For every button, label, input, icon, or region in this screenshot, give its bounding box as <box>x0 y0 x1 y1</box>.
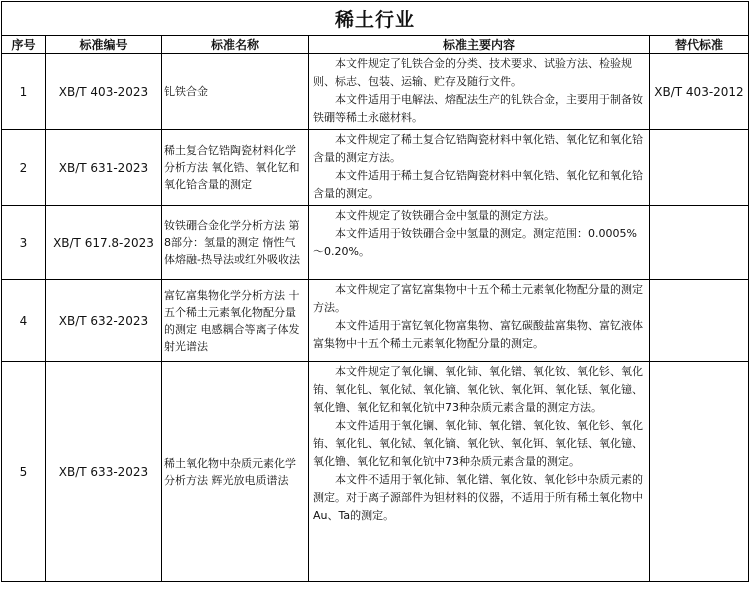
content-paragraph: 本文件适用于电解法、熔配法生产的钆铁合金，主要用于制备钕铁硼等稀土永磁材料。 <box>313 93 643 124</box>
content-paragraph: 本文件规定了钕铁硼合金中氢量的测定方法。 <box>335 209 555 222</box>
row-content <box>309 280 650 362</box>
row-num: 1 <box>2 54 46 130</box>
row-content <box>309 362 650 582</box>
row-num: 3 <box>2 206 46 280</box>
row-replace <box>650 362 749 582</box>
content-paragraph: 本文件规定了钆铁合金的分类、技术要求、试验方法、检验规则、标志、包装、运输、贮存及随行文件。 <box>313 57 632 88</box>
content-paragraph: 本文件适用于氧化镧、氧化铈、氧化镨、氧化钕、氧化钐、氧化铕、氧化钆、氧化铽、氧化镝、氧化钬、氧化铒、氧化铥、氧化镱、氧化镥、氧化钇和氧化钪中73种杂质元素含量的测定。 <box>313 419 643 468</box>
header-num: 序号 <box>2 36 46 54</box>
row-num: 4 <box>2 280 46 362</box>
header-code: 标准编号 <box>46 36 162 54</box>
row-code: XB/T 632-2023 <box>46 280 162 362</box>
row-num: 2 <box>2 130 46 206</box>
content-paragraph: 本文件规定了富钇富集物中十五个稀土元素氧化物配分量的测定方法。 <box>313 283 643 314</box>
header-replace: 替代标准 <box>650 36 749 54</box>
table-row <box>2 130 749 206</box>
row-replace <box>650 206 749 280</box>
row-name: 富钇富集物化学分析方法 十五个稀土元素氧化物配分量的测定 电感耦合等离子体发射光谱法 <box>162 280 309 362</box>
content-paragraph: 本文件适用于富钇氧化物富集物、富钇碳酸盐富集物、富钇液体富集物中十五个稀土元素氧化物配分量的测定。 <box>313 319 643 350</box>
header-name: 标准名称 <box>162 36 309 54</box>
content-paragraph: 本文件适用于钕铁硼合金中氢量的测定。测定范围：0.0005%～0.20%。 <box>313 227 637 258</box>
header-content: 标准主要内容 <box>309 36 650 54</box>
table-row <box>2 362 749 582</box>
content-paragraph: 本文件适用于稀土复合钇锆陶瓷材料中氧化锆、氧化钇和氧化铪含量的测定。 <box>313 169 643 200</box>
row-replace <box>650 130 749 206</box>
row-code: XB/T 403-2023 <box>46 54 162 130</box>
content-paragraph: 本文件不适用于氧化铈、氧化镨、氧化钕、氧化钐中杂质元素的测定。对于离子源部件为钽材料的仪器，不适用于所有稀土氧化物中Au、Ta的测定。 <box>313 473 643 522</box>
row-name: 钕铁硼合金化学分析方法 第8部分：氢量的测定 惰性气体熔融-热导法或红外吸收法 <box>162 206 309 280</box>
row-name: 钆铁合金 <box>162 54 309 130</box>
table-row <box>2 54 749 130</box>
row-num: 5 <box>2 362 46 582</box>
row-code: XB/T 633-2023 <box>46 362 162 582</box>
table-title: 稀土行业 <box>2 2 749 36</box>
content-paragraph: 本文件规定了稀土复合钇锆陶瓷材料中氧化锆、氧化钇和氧化铪含量的测定方法。 <box>313 133 643 164</box>
standards-sheet <box>1 1 748 601</box>
standards-table <box>1 1 749 582</box>
row-code: XB/T 631-2023 <box>46 130 162 206</box>
row-content <box>309 206 650 280</box>
row-replace <box>650 280 749 362</box>
title-row <box>2 2 749 36</box>
row-content <box>309 54 650 130</box>
content-paragraph: 本文件规定了氧化镧、氧化铈、氧化镨、氧化钕、氧化钐、氧化铕、氧化钆、氧化铽、氧化镝、氧化钬、氧化铒、氧化铥、氧化镱、氧化镥、氧化钇和氧化钪中73种杂质元素含量的测定方法。 <box>313 365 643 414</box>
row-name: 稀土氧化物中杂质元素化学分析方法 辉光放电质谱法 <box>162 362 309 582</box>
row-name: 稀土复合钇锆陶瓷材料化学分析方法 氧化锆、氧化钇和氧化铪含量的测定 <box>162 130 309 206</box>
row-replace: XB/T 403-2012 <box>650 54 749 130</box>
header-row <box>2 36 749 54</box>
table-row <box>2 206 749 280</box>
row-content <box>309 130 650 206</box>
table-row <box>2 280 749 362</box>
row-code: XB/T 617.8-2023 <box>46 206 162 280</box>
